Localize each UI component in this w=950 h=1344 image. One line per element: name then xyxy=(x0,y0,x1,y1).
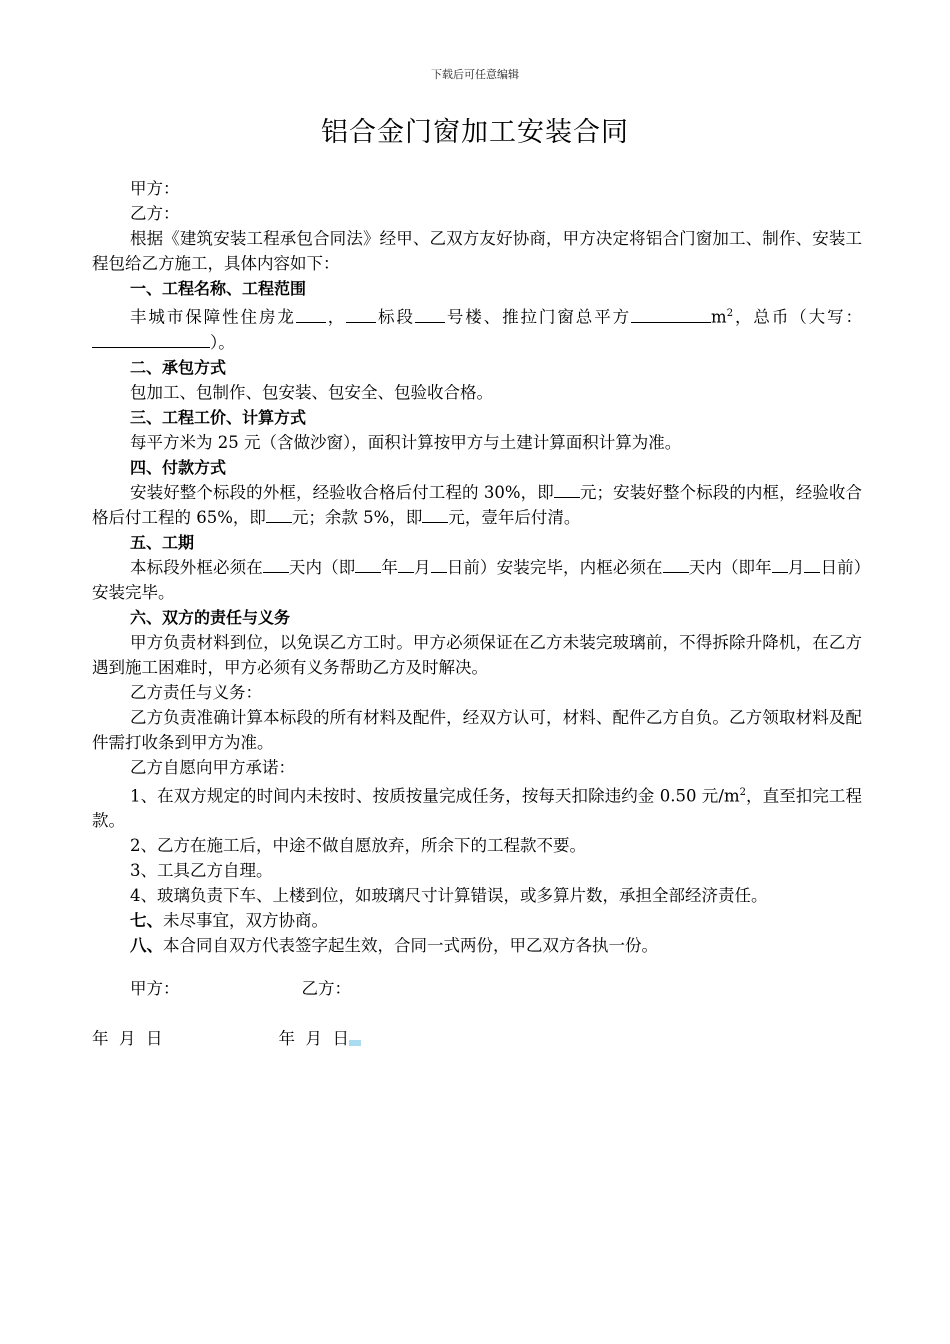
section-3-heading: 三、工程工价、计算方式 xyxy=(130,407,307,427)
section-4-text: 安装好整个标段的外框，经验收合格后付工程的 30%，即 元；安装好整个标段的内框，经验收合格后付工程的 65%，即 元；余款 5%，即 元，壹年后付清。 xyxy=(92,482,863,527)
party-b-line: 乙方： xyxy=(130,204,180,223)
section-6-heading: 六、双方的责任与义务 xyxy=(130,607,291,627)
section-1-text: 丰城市保障性住房龙 ， 标段 号楼、推拉门窗总平方 $m^2$，总币（大写：）。 xyxy=(92,301,862,355)
signature-party-a: 甲方： xyxy=(130,979,180,998)
blank-field[interactable] xyxy=(346,322,376,323)
party-a-line: 甲方： xyxy=(130,179,180,198)
text-cursor-highlight xyxy=(349,1040,361,1046)
blank-field[interactable] xyxy=(92,347,210,348)
section-2-text: 包加工、包制作、包安装、包安全、包验收合格。 xyxy=(130,382,493,402)
blank-field[interactable] xyxy=(296,322,326,323)
section-6-para-2: 乙方责任与义务： xyxy=(130,682,262,702)
signature-row xyxy=(92,975,351,999)
date-party-b: 年 月 日 xyxy=(278,1029,349,1048)
section-6-para-7: 3、工具乙方自理。 xyxy=(130,861,273,880)
section-2-heading: 二、承包方式 xyxy=(130,357,227,377)
section-6-para-4: 乙方自愿向甲方承诺： xyxy=(130,757,295,777)
section-5-heading: 五、工期 xyxy=(130,532,195,552)
blank-field[interactable] xyxy=(398,572,414,573)
section-1-heading: 一、工程名称、工程范围 xyxy=(130,279,307,298)
blank-field[interactable] xyxy=(422,522,448,523)
section-3-text: 每平方米为 25 元（含做沙窗），面积计算按甲方与土建计算面积计算为准。 xyxy=(130,432,682,452)
document-title: 铝合金门窗加工安装合同 xyxy=(321,117,629,148)
date-party-a: 年 月 日 xyxy=(92,1029,163,1048)
section-6-para-8: 4、玻璃负责下车、上楼到位，如玻璃尺寸计算错误，或多算片数，承担全部经济责任。 xyxy=(130,886,768,905)
header-note: 下载后可任意编辑 xyxy=(431,68,519,81)
intro-paragraph: 根据《建筑安装工程承包合同法》经甲、乙双方友好协商，甲方决定将铝合门窗加工、制作、安装工程包给乙方施工，具体内容如下： xyxy=(92,229,862,273)
section-4-heading: 四、付款方式 xyxy=(130,457,227,477)
section-6-para-3: 乙方负责准确计算本标段的所有材料及配件，经双方认可，材料、配件乙方自负。乙方领取材料及配件需打收条到甲方为准。 xyxy=(92,707,862,752)
date-row xyxy=(92,1025,361,1049)
blank-field[interactable] xyxy=(415,322,445,323)
section-5-text: 本标段外框必须在 天内（即 年 月 日前）安装完毕，内框必须在 天内（即年 月 日前）安装完毕。 xyxy=(92,557,863,602)
blank-field[interactable] xyxy=(631,322,711,323)
blank-field[interactable] xyxy=(772,572,788,573)
section-6-para-6: 2、乙方在施工后，中途不做自愿放弃，所余下的工程款不要。 xyxy=(130,836,586,855)
blank-field[interactable] xyxy=(266,522,292,523)
section-7-text: 七、未尽事宜，双方协商。 xyxy=(130,911,328,930)
blank-field[interactable] xyxy=(663,572,689,573)
section-8-text: 八、本合同自双方代表签字起生效，合同一式两份，甲乙双方各执一份。 xyxy=(130,936,658,955)
blank-field[interactable] xyxy=(431,572,447,573)
contract-body xyxy=(92,176,862,958)
blank-field[interactable] xyxy=(355,572,381,573)
blank-field[interactable] xyxy=(804,572,820,573)
signature-party-b: 乙方： xyxy=(301,979,351,998)
section-6-para-1: 甲方负责材料到位，以免误乙方工时。甲方必须保证在乙方未装完玻璃前，不得拆除升降机，在乙方遇到施工困难时，甲方必须有义务帮助乙方及时解决。 xyxy=(92,632,862,677)
blank-field[interactable] xyxy=(554,497,580,498)
blank-field[interactable] xyxy=(263,572,289,573)
section-6-para-5: 1、在双方规定的时间内未按时、按质按量完成任务，按每天扣除违约金 0.50 元$/m^2$，直至扣完工程款。 xyxy=(92,786,863,830)
